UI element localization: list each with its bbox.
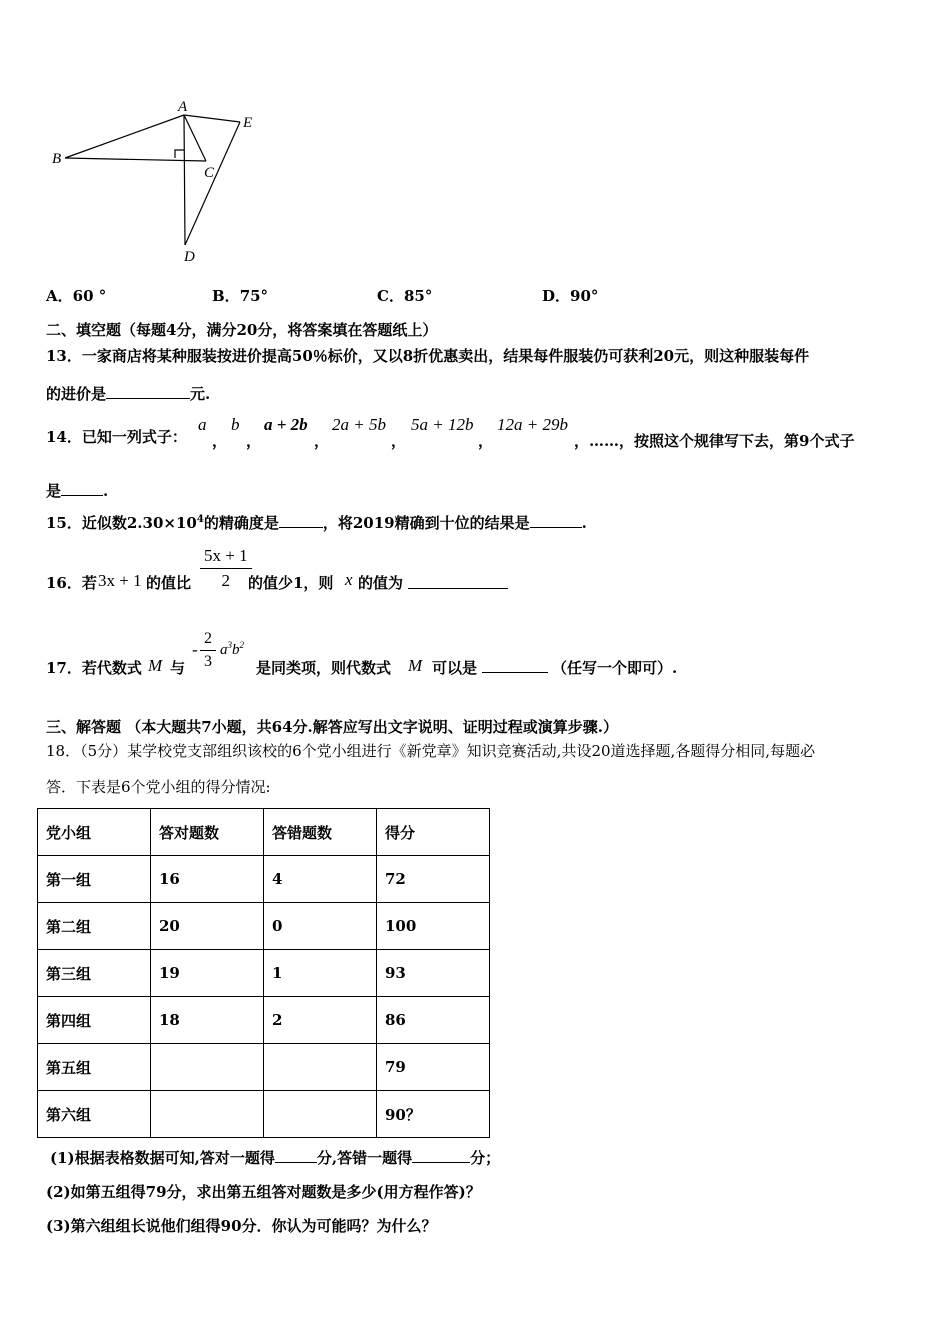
option-b bbox=[212, 285, 268, 306]
q14-post: ，……，按照这个规律写下去，第9个式子 bbox=[574, 432, 855, 450]
q16-frac-den: 2 bbox=[221, 571, 231, 590]
table-cell: 1 bbox=[264, 950, 377, 997]
segment-ba bbox=[65, 115, 184, 158]
q15-mid2: ，将2019精确到十位的结果是 bbox=[322, 514, 530, 532]
q16-var: x bbox=[345, 570, 353, 589]
table-header-cell: 答错题数 bbox=[264, 809, 377, 856]
q17-answer-blank[interactable] bbox=[482, 658, 548, 673]
table-cell: 第六组 bbox=[38, 1091, 151, 1138]
label-a: A bbox=[178, 99, 188, 115]
option-letter: B． bbox=[212, 287, 240, 305]
sub-question-2: (2)如第五组得79分，求出第五组答对题数是多少(用方程作答)？ bbox=[46, 1183, 481, 1201]
q14-sep-4: ， bbox=[391, 432, 407, 450]
table-cell: 16 bbox=[151, 856, 264, 903]
q17-exp-b: 2 bbox=[239, 640, 244, 650]
q14-term-2: b bbox=[231, 415, 240, 434]
table-cell bbox=[151, 1044, 264, 1091]
q17-var2: M bbox=[408, 656, 423, 675]
q13-pre: 的进价是 bbox=[46, 385, 107, 403]
q16-answer-blank[interactable] bbox=[408, 574, 508, 589]
q14-sep-2: ， bbox=[246, 432, 262, 450]
q14-term-3: a + 2b bbox=[264, 415, 308, 434]
q14-line2-pre: 是 bbox=[46, 482, 62, 500]
q17-post: （任写一个即可）. bbox=[552, 659, 678, 677]
q14-term-4: 2a + 5b bbox=[332, 415, 386, 434]
section2-title: 二、填空题（每题4分，满分20分，将答案填在答题纸上） bbox=[46, 321, 438, 339]
table-header-cell: 党小组 bbox=[38, 809, 151, 856]
q14-term-1: a bbox=[198, 415, 207, 434]
table-cell: 90？ bbox=[377, 1091, 490, 1138]
option-value: 90° bbox=[570, 287, 599, 305]
table-cell: 86 bbox=[377, 997, 490, 1044]
table-cell bbox=[264, 1091, 377, 1138]
q14-answer-blank[interactable] bbox=[61, 481, 103, 496]
q15-line bbox=[46, 512, 587, 533]
q17-mid: 与 bbox=[170, 659, 186, 677]
label-c: C bbox=[204, 165, 215, 181]
q15-post: . bbox=[581, 514, 587, 532]
table-cell: 19 bbox=[151, 950, 264, 997]
option-d bbox=[542, 285, 598, 306]
q16-mid: 的值比 bbox=[146, 574, 192, 592]
q14-sep-1: ， bbox=[212, 432, 228, 450]
option-letter: A． bbox=[46, 287, 73, 305]
q17-exp-a: 3 bbox=[227, 640, 232, 650]
table-header-cell: 答对题数 bbox=[151, 809, 264, 856]
q16-expr: 3x + 1 bbox=[98, 571, 142, 590]
q14-term-5: 5a + 12b bbox=[411, 415, 474, 434]
option-letter: D． bbox=[542, 287, 571, 305]
table-cell: 93 bbox=[377, 950, 490, 997]
sub1-blank-2[interactable] bbox=[412, 1148, 470, 1163]
sub1-post: 分； bbox=[470, 1149, 501, 1167]
score-table bbox=[37, 808, 490, 1138]
table-cell: 第四组 bbox=[38, 997, 151, 1044]
sub1-blank-1[interactable] bbox=[275, 1148, 317, 1163]
q18-line1: 18．（5分）某学校党支部组织该校的6个党小组进行《新党章》知识竞赛活动,共设20道选择题,各题得分相同,每题必 bbox=[46, 742, 816, 760]
table-row bbox=[38, 997, 490, 1044]
option-value: 75° bbox=[239, 287, 269, 305]
q14-pre: 14．已知一列式子： bbox=[46, 428, 187, 446]
q14-line2 bbox=[46, 480, 108, 501]
option-letter: C． bbox=[377, 287, 404, 305]
q17-fraction bbox=[200, 630, 216, 671]
table-row bbox=[38, 1044, 490, 1091]
table-cell: 79 bbox=[377, 1044, 490, 1091]
q14-sep-5: ， bbox=[478, 432, 494, 450]
sub1-mid: 分,答错一题得 bbox=[316, 1149, 413, 1167]
option-value: 60 ° bbox=[72, 287, 107, 305]
q16-frac-num: 5x + 1 bbox=[200, 546, 252, 569]
segment-ac bbox=[184, 115, 206, 161]
q15-blank-1[interactable] bbox=[279, 513, 323, 528]
q14-line2-post: . bbox=[103, 482, 109, 500]
table-cell: 0 bbox=[264, 903, 377, 950]
q13-post: 元. bbox=[190, 385, 211, 403]
q14-sep-3: ， bbox=[314, 432, 330, 450]
q13-answer-blank[interactable] bbox=[106, 384, 190, 399]
table-cell: 18 bbox=[151, 997, 264, 1044]
q17-pre: 17．若代数式 bbox=[46, 659, 142, 677]
label-e: E bbox=[243, 115, 253, 131]
table-cell: 第三组 bbox=[38, 950, 151, 997]
table-cell bbox=[151, 1091, 264, 1138]
table-cell: 20 bbox=[151, 903, 264, 950]
q17-term-b: b bbox=[232, 642, 240, 658]
segment-ad bbox=[184, 115, 185, 245]
table-cell: 第一组 bbox=[38, 856, 151, 903]
label-b: B bbox=[52, 151, 62, 167]
table-header-row bbox=[38, 809, 490, 856]
option-c bbox=[377, 285, 432, 306]
q17-sign: - bbox=[192, 640, 198, 659]
table-cell: 4 bbox=[264, 856, 377, 903]
geometry-figure bbox=[40, 95, 280, 270]
q15-mid: 的精确度是 bbox=[203, 514, 279, 532]
q17-frac-num: 2 bbox=[200, 630, 216, 651]
table-header-cell: 得分 bbox=[377, 809, 490, 856]
table-row bbox=[38, 903, 490, 950]
q15-exponent: 4 bbox=[196, 514, 204, 525]
table-row bbox=[38, 856, 490, 903]
q16-mid2: 的值少1，则 bbox=[248, 574, 334, 592]
right-angle-mark bbox=[175, 150, 184, 158]
q17-frac-den: 3 bbox=[204, 653, 212, 670]
q17-mid3: 可以是 bbox=[432, 659, 478, 677]
q15-pre: 15．近似数2.30×10 bbox=[46, 514, 197, 532]
q17-term bbox=[220, 640, 244, 659]
q14-line1 bbox=[46, 415, 855, 450]
section3-title: 三、解答题 （本大题共7小题，共64分.解答应写出文字说明、证明过程或演算步骤.） bbox=[46, 718, 618, 736]
q13-line2 bbox=[46, 383, 210, 404]
sub-question-3: (3)第六组组长说他们组得90分．你认为可能吗？为什么？ bbox=[46, 1217, 437, 1235]
table-row bbox=[38, 950, 490, 997]
q17-term-a: a bbox=[220, 642, 228, 658]
q17-mid2: 是同类项，则代数式 bbox=[256, 659, 392, 677]
q15-blank-2[interactable] bbox=[530, 513, 582, 528]
table-cell bbox=[264, 1044, 377, 1091]
label-d: D bbox=[184, 249, 195, 265]
q16-pre: 16．若 bbox=[46, 574, 97, 592]
q17-var: M bbox=[148, 656, 163, 675]
table-cell: 第五组 bbox=[38, 1044, 151, 1091]
table-cell: 100 bbox=[377, 903, 490, 950]
q16-fraction bbox=[200, 546, 252, 591]
option-a bbox=[46, 285, 106, 306]
q14-term-6: 12a + 29b bbox=[497, 415, 568, 434]
q13-line1: 13．一家商店将某种服装按进价提高50％标价，又以8折优惠卖出，结果每件服装仍可获利20元，则这种服装每件 bbox=[46, 347, 810, 365]
table-cell: 72 bbox=[377, 856, 490, 903]
segment-ae bbox=[184, 115, 240, 122]
table-cell: 第二组 bbox=[38, 903, 151, 950]
sub1-pre: (1)根据表格数据可知,答对一题得 bbox=[50, 1149, 275, 1167]
segment-ed bbox=[185, 122, 240, 245]
table-cell: 2 bbox=[264, 997, 377, 1044]
table-row bbox=[38, 1091, 490, 1138]
q16-mid3: 的值为 bbox=[358, 574, 404, 592]
option-value: 85° bbox=[403, 287, 433, 305]
sub-question-1 bbox=[50, 1147, 500, 1168]
q18-line2: 答．下表是6个党小组的得分情况: bbox=[46, 778, 271, 796]
